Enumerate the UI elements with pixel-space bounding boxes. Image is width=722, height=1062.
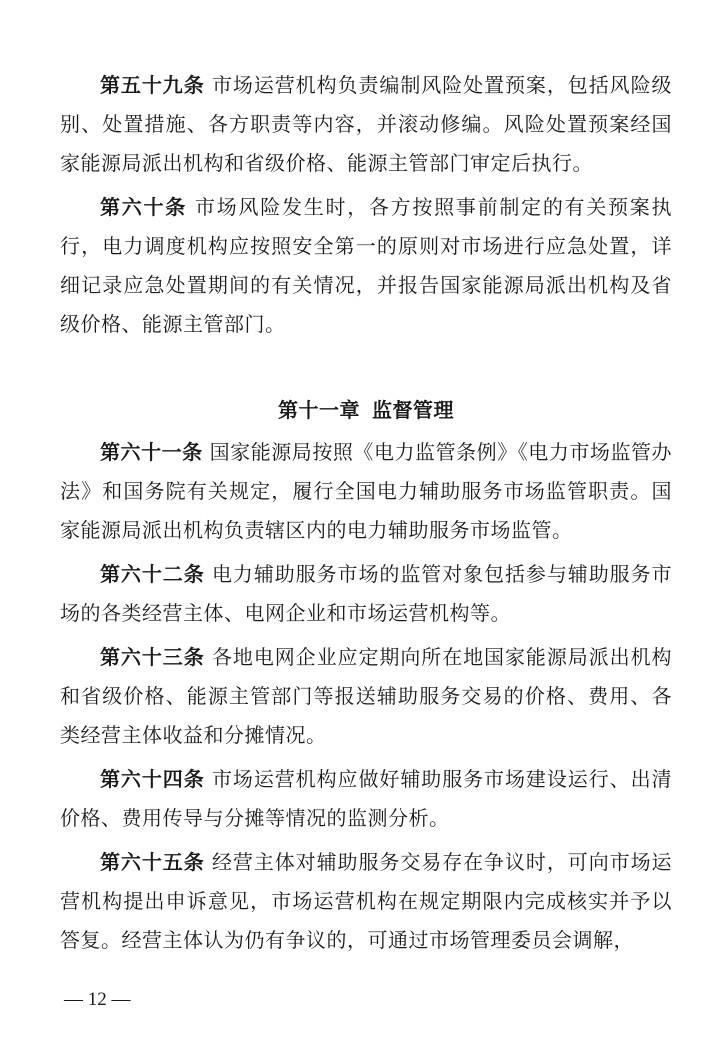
article-63-text: 各地电网企业应定期向所在地国家能源局派出机构和省级价格、能源主管部门等报送辅助服务交易的价格、费用、各类经营主体收益和分摊情况。 [60, 645, 673, 747]
article-63-label: 第六十三条 [100, 645, 205, 669]
article-62-label: 第六十二条 [100, 562, 205, 586]
chapter-number: 第十一章 [278, 398, 360, 422]
article-62 [60, 555, 672, 633]
article-64-label: 第六十四条 [100, 767, 205, 791]
chapter-heading [60, 391, 672, 430]
article-60-label: 第六十条 [100, 195, 187, 219]
article-64 [60, 760, 672, 838]
article-60-text: 市场风险发生时，各方按照事前制定的有关预案执行，电力调度机构应按照安全第一的原则对市场进行应急处置，详细记录应急处置期间的有关情况，并报告国家能源局派出机构及省级价格、能源主管部门。 [60, 195, 673, 336]
article-59-label: 第五十九条 [100, 73, 205, 97]
document-page [60, 66, 672, 960]
article-60 [60, 188, 672, 344]
article-61-text: 国家能源局按照《电力监管条例》《电力市场监管办法》和国务院有关规定，履行全国电力辅助服务市场监管职责。国家能源局派出机构负责辖区内的电力辅助服务市场监管。 [60, 440, 673, 542]
article-59-text: 市场运营机构负责编制风险处置预案，包括风险级别、处置措施、各方职责等内容，并滚动修编。风险处置预案经国家能源局派出机构和省级价格、能源主管部门审定后执行。 [60, 73, 673, 175]
article-61 [60, 433, 672, 550]
article-65-text: 经营主体对辅助服务交易存在争议时，可向市场运营机构提出申诉意见，市场运营机构在规定期限内完成核实并予以答复。经营主体认为仍有争议的，可通过市场管理委员会调解， [60, 850, 673, 952]
article-65 [60, 843, 672, 960]
article-63 [60, 638, 672, 755]
article-62-text: 电力辅助服务市场的监管对象包括参与辅助服务市场的各类经营主体、电网企业和市场运营机构等。 [60, 562, 673, 625]
article-59 [60, 66, 672, 183]
chapter-title: 监督管理 [372, 398, 454, 422]
article-65-label: 第六十五条 [100, 850, 205, 874]
article-64-text: 市场运营机构应做好辅助服务市场建设运行、出清价格、费用传导与分摊等情况的监测分析。 [60, 767, 673, 830]
page-number: — 12 — [64, 989, 131, 1010]
article-61-label: 第六十一条 [100, 440, 203, 464]
